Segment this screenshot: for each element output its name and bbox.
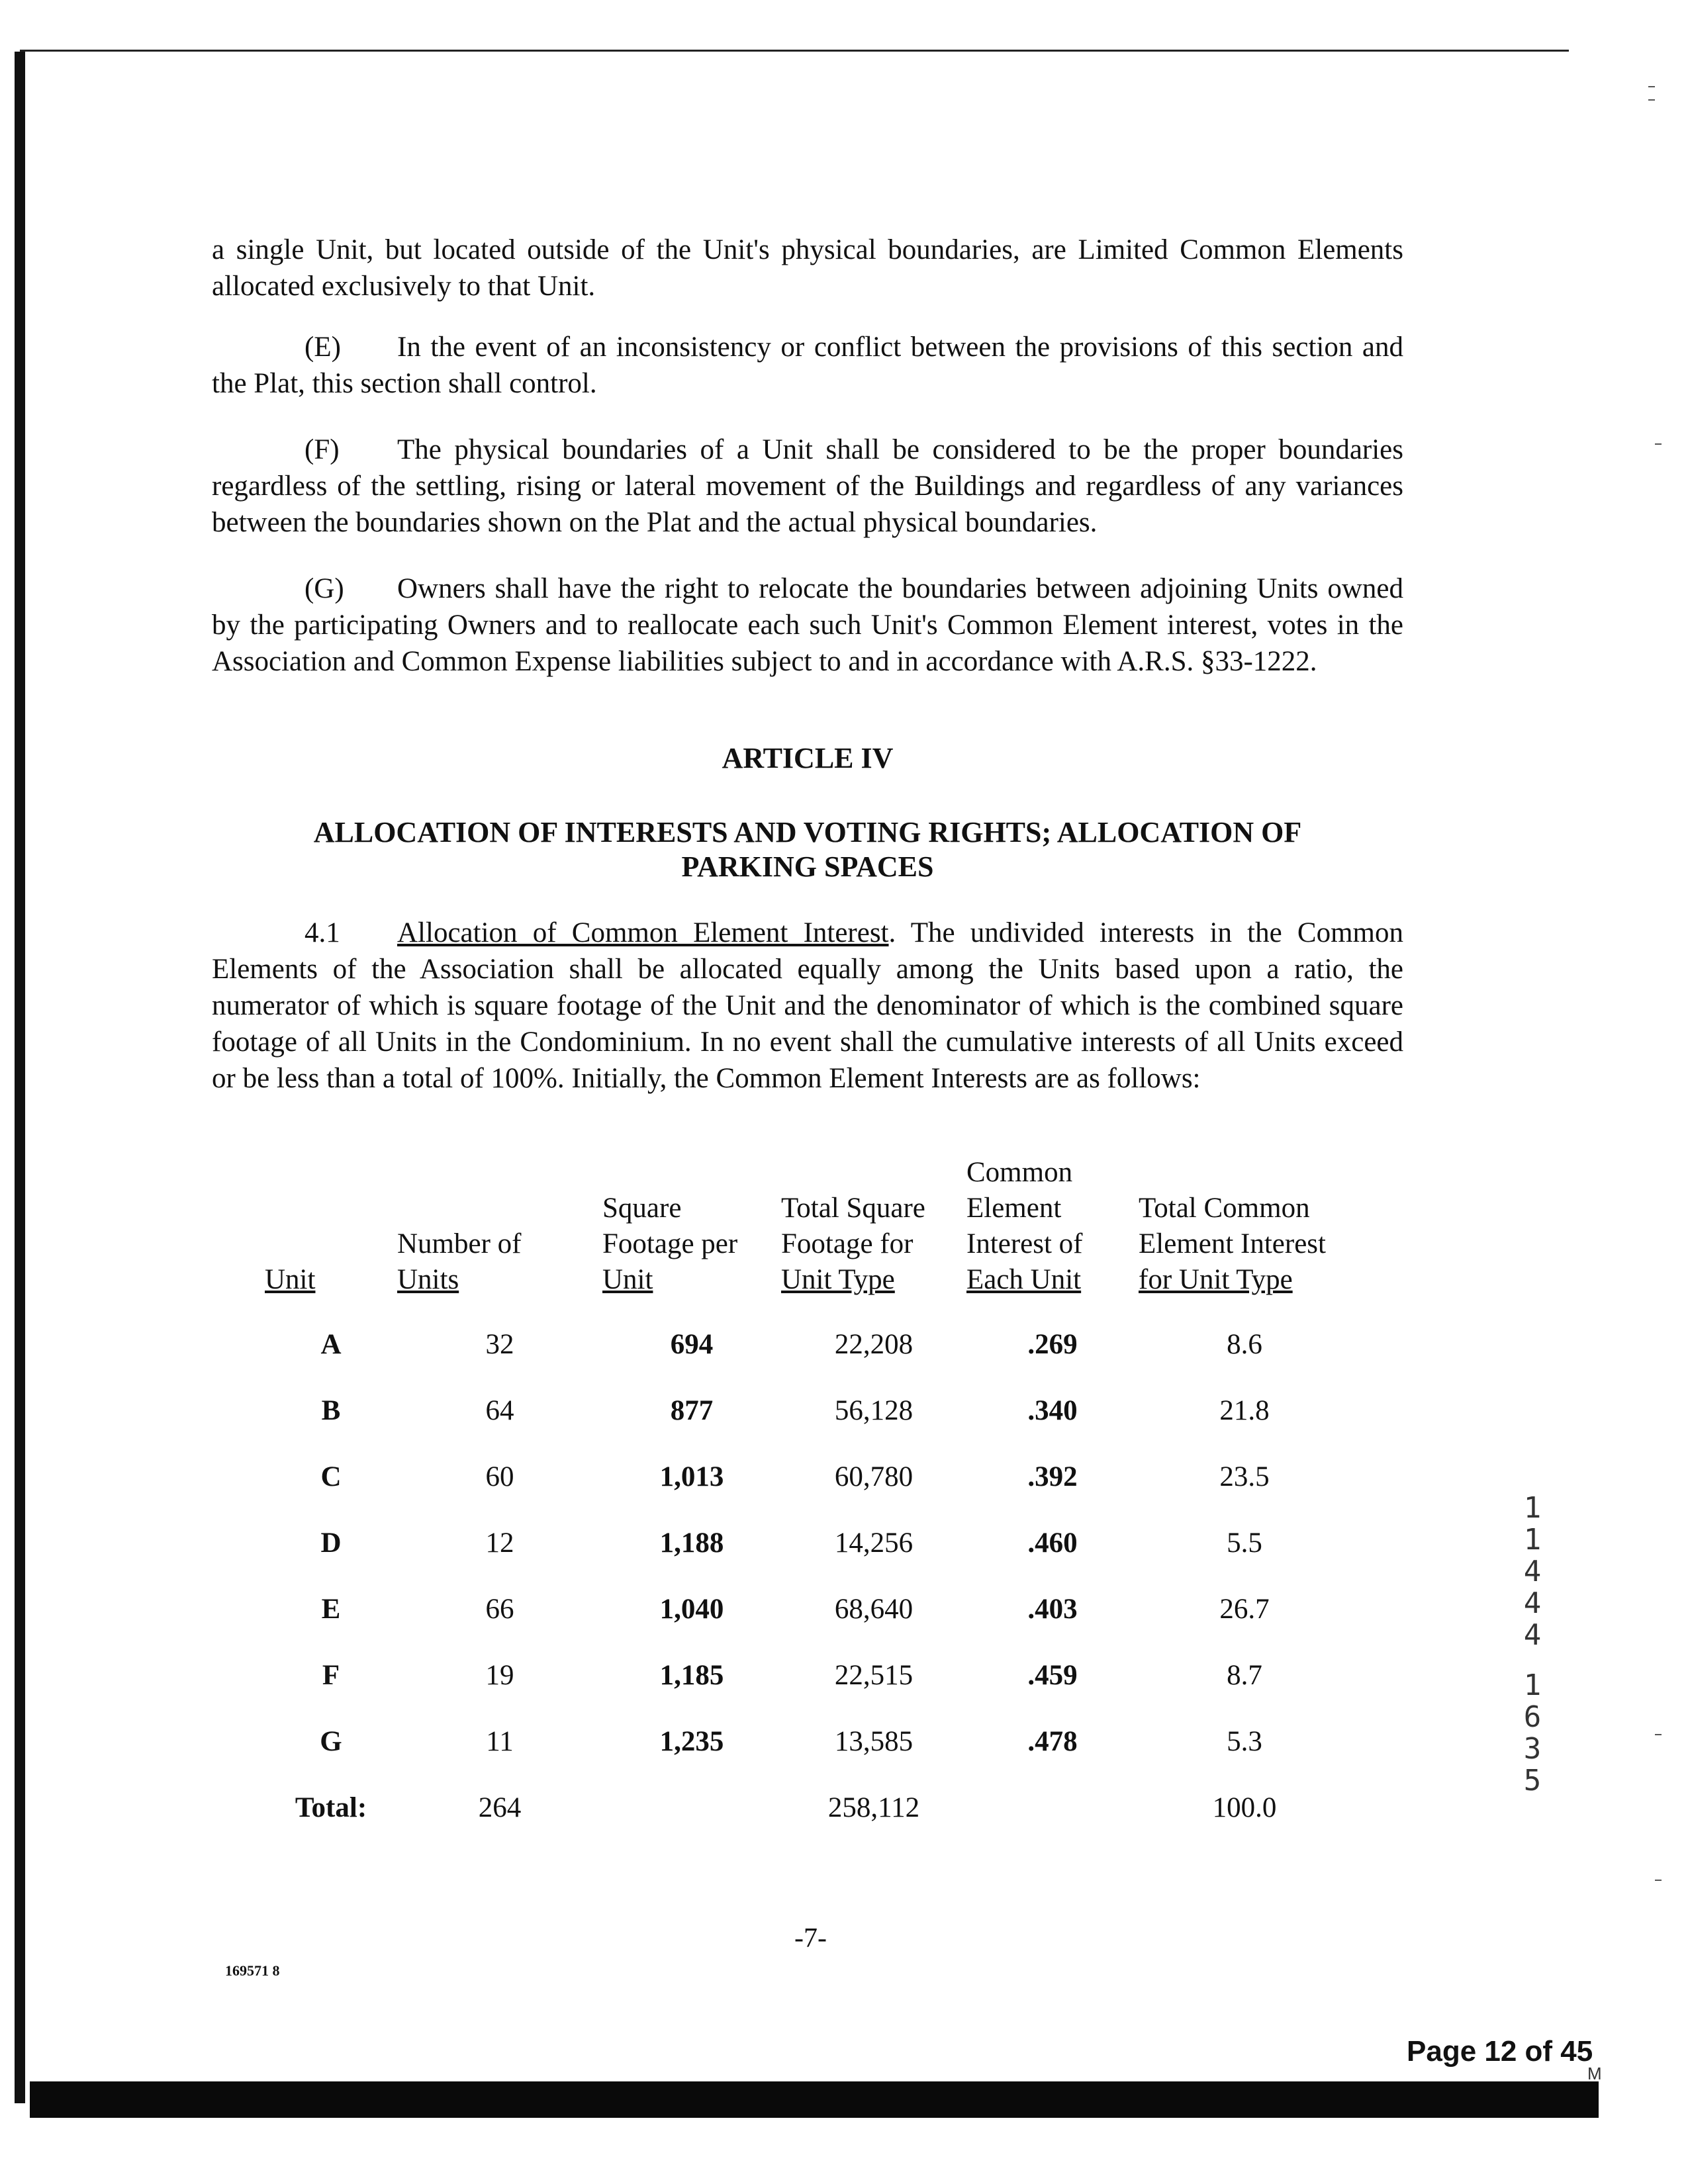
para-f-label: (F) <box>305 434 340 465</box>
header-total-square-footage <box>781 1155 966 1311</box>
cell-sqft: 1,185 <box>659 1659 724 1691</box>
table-row <box>265 1311 1350 1377</box>
cell-sqft: 1,013 <box>659 1461 724 1492</box>
left-scan-border <box>15 52 25 2103</box>
side-stamp-char: 1 <box>1523 1523 1542 1557</box>
cell-unit: B <box>321 1394 341 1426</box>
corner-mark: M <box>1587 2064 1602 2083</box>
cell-ce-each: .460 <box>1027 1527 1078 1559</box>
table-row <box>265 1576 1350 1642</box>
cell-number: 12 <box>485 1527 514 1559</box>
cell-empty <box>966 1774 1139 1841</box>
cell-total-label: Total: <box>295 1792 367 1823</box>
para-f-text: The physical boundaries of a Unit shall be considered to be the proper boundaries regardless of the settling, rising or lateral movement of the Buildings and regardless of any variances between the boundaries shown on the Plat and the actual physical boundaries. <box>212 434 1403 538</box>
header-line: Number of <box>397 1228 522 1259</box>
cell-unit: D <box>320 1527 342 1559</box>
cell-sqft: 877 <box>670 1394 714 1426</box>
page-number: -7- <box>794 1923 827 1954</box>
cell-ce-total: 5.5 <box>1227 1527 1262 1559</box>
cell-unit: F <box>322 1659 340 1691</box>
header-line: Total Common <box>1139 1193 1310 1224</box>
cell-number: 19 <box>485 1659 514 1691</box>
header-line: Each Unit <box>966 1264 1082 1295</box>
margin-tick <box>1655 443 1662 445</box>
cell-empty <box>602 1774 781 1841</box>
cell-total-sqft: 56,128 <box>834 1394 914 1426</box>
table-row <box>265 1708 1350 1774</box>
table-row <box>265 1377 1350 1443</box>
cell-total-sqft: 258,112 <box>827 1792 920 1823</box>
header-line: Total Square <box>781 1193 925 1224</box>
table-header-row <box>265 1155 1350 1311</box>
section-heading: Allocation of Common Element Interest <box>397 917 889 948</box>
side-stamp-char: 4 <box>1523 1586 1542 1620</box>
section-text: . The undivided interests in the Common Elements of the Association shall be allocated equally among the Units based upon a ratio, the numerator of which is square footage of the Unit and the denominator of which is the combined square footage of all Units in the Condominium. In no event shall the cumulative interests of all Units exceed or be less than a total of 100%. Initially, the Common Element Interests are as follows: <box>212 917 1404 1094</box>
cell-ce-total: 23.5 <box>1219 1461 1270 1492</box>
cell-total-sqft: 60,780 <box>834 1461 914 1492</box>
cell-ce-total: 26.7 <box>1219 1593 1270 1625</box>
side-stamp-char: 4 <box>1523 1618 1542 1652</box>
header-line: Footage per <box>602 1228 738 1259</box>
header-line: Footage for <box>781 1228 914 1259</box>
cell-total-sqft: 22,515 <box>834 1659 914 1691</box>
table-row <box>265 1510 1350 1576</box>
paragraph-g <box>212 570 1403 680</box>
cell-ce-each: .340 <box>1027 1394 1078 1426</box>
header-line: for Unit Type <box>1139 1264 1293 1295</box>
cell-sqft: 1,235 <box>659 1725 724 1757</box>
cell-number: 32 <box>485 1328 514 1360</box>
cell-ce-each: .392 <box>1027 1461 1078 1492</box>
cell-unit: C <box>320 1461 342 1492</box>
side-stamp-char: 1 <box>1523 1668 1542 1702</box>
intro-continuation: a single Unit, but located outside of the Unit's physical boundaries, are Limited Common Elements allocated exclusively to that Unit. <box>212 234 1403 302</box>
cell-total-sqft: 13,585 <box>834 1725 914 1757</box>
header-line: Units <box>397 1264 459 1295</box>
cell-unit: G <box>320 1725 342 1757</box>
paragraph-f <box>212 432 1403 541</box>
side-stamp-char: 1 <box>1523 1491 1542 1525</box>
cell-unit: E <box>321 1593 341 1625</box>
cell-sqft: 1,188 <box>659 1527 724 1559</box>
header-total-ce-interest <box>1139 1155 1350 1311</box>
page-count: Page 12 of 45 <box>1407 2035 1593 2068</box>
bottom-scan-bar <box>30 2081 1599 2118</box>
para-e-text: In the event of an inconsistency or conflict between the provisions of this section and the Plat, this section shall control. <box>212 332 1403 399</box>
article-number: ARTICLE IV <box>722 742 894 774</box>
cell-number: 60 <box>485 1461 514 1492</box>
para-g-text: Owners shall have the right to relocate the boundaries between adjoining Units owned by the participating Owners and to reallocate each such Unit's Common Element interest, votes in the Association and Common Expense liabilities subject to and in accordance with A.R.S. §33-1222. <box>212 573 1403 677</box>
margin-tick <box>1648 86 1655 87</box>
cell-number: 66 <box>485 1593 514 1625</box>
cell-ce-each: .459 <box>1027 1659 1078 1691</box>
cell-ce-total: 8.6 <box>1227 1328 1262 1360</box>
margin-tick <box>1655 1734 1662 1735</box>
section-number: 4.1 <box>305 917 340 948</box>
header-number-of-units <box>397 1155 602 1311</box>
cell-total-number: 264 <box>478 1792 522 1823</box>
cell-total-ce: 100.0 <box>1212 1792 1277 1823</box>
cell-ce-each: .478 <box>1027 1725 1078 1757</box>
para-g-label: (G) <box>305 573 344 604</box>
table-row <box>265 1443 1350 1510</box>
header-line: Unit Type <box>781 1264 895 1295</box>
cell-ce-each: .403 <box>1027 1593 1078 1625</box>
header-square-footage <box>602 1155 781 1311</box>
article-title <box>212 815 1403 884</box>
cell-total-sqft: 14,256 <box>834 1527 914 1559</box>
header-unit-line: Unit <box>265 1264 316 1295</box>
side-stamp-char: 6 <box>1523 1700 1542 1734</box>
article-title-line1: ALLOCATION OF INTERESTS AND VOTING RIGHTS; ALLOCATION OF <box>313 816 1302 848</box>
side-stamp <box>1519 1492 1546 1797</box>
header-line: Element <box>966 1193 1062 1224</box>
top-rule <box>20 50 1569 52</box>
para-e-label: (E) <box>305 332 341 363</box>
cell-number: 64 <box>485 1394 514 1426</box>
cell-number: 11 <box>486 1725 514 1757</box>
header-line: Element Interest <box>1139 1228 1326 1259</box>
cell-total-sqft: 68,640 <box>834 1593 914 1625</box>
header-unit <box>265 1155 397 1311</box>
document-id: 169571 8 <box>225 1962 280 1979</box>
section-4-1 <box>212 915 1403 1097</box>
cell-ce-total: 5.3 <box>1227 1725 1262 1757</box>
cell-total-sqft: 22,208 <box>834 1328 914 1360</box>
intro-paragraph <box>212 232 1403 304</box>
header-line: Interest of <box>966 1228 1083 1259</box>
table-total-row <box>265 1774 1350 1841</box>
article-title-line2: PARKING SPACES <box>681 850 934 883</box>
header-line: Square <box>602 1193 682 1224</box>
margin-tick <box>1648 99 1655 101</box>
header-line: Common <box>966 1157 1073 1188</box>
common-element-interest-table <box>265 1155 1350 1841</box>
paragraph-e <box>212 329 1403 402</box>
cell-sqft: 1,040 <box>659 1593 724 1625</box>
cell-sqft: 694 <box>670 1328 714 1360</box>
side-stamp-char: 4 <box>1523 1555 1542 1588</box>
cell-ce-each: .269 <box>1027 1328 1078 1360</box>
cell-ce-total: 21.8 <box>1219 1394 1270 1426</box>
side-stamp-char: 5 <box>1523 1764 1542 1797</box>
margin-tick <box>1655 1880 1662 1881</box>
side-stamp-char: 3 <box>1523 1732 1542 1766</box>
cell-unit: A <box>320 1328 342 1360</box>
cell-ce-total: 8.7 <box>1227 1659 1262 1691</box>
table-row <box>265 1642 1350 1708</box>
header-line: Unit <box>602 1264 653 1295</box>
header-ce-interest-each <box>966 1155 1139 1311</box>
